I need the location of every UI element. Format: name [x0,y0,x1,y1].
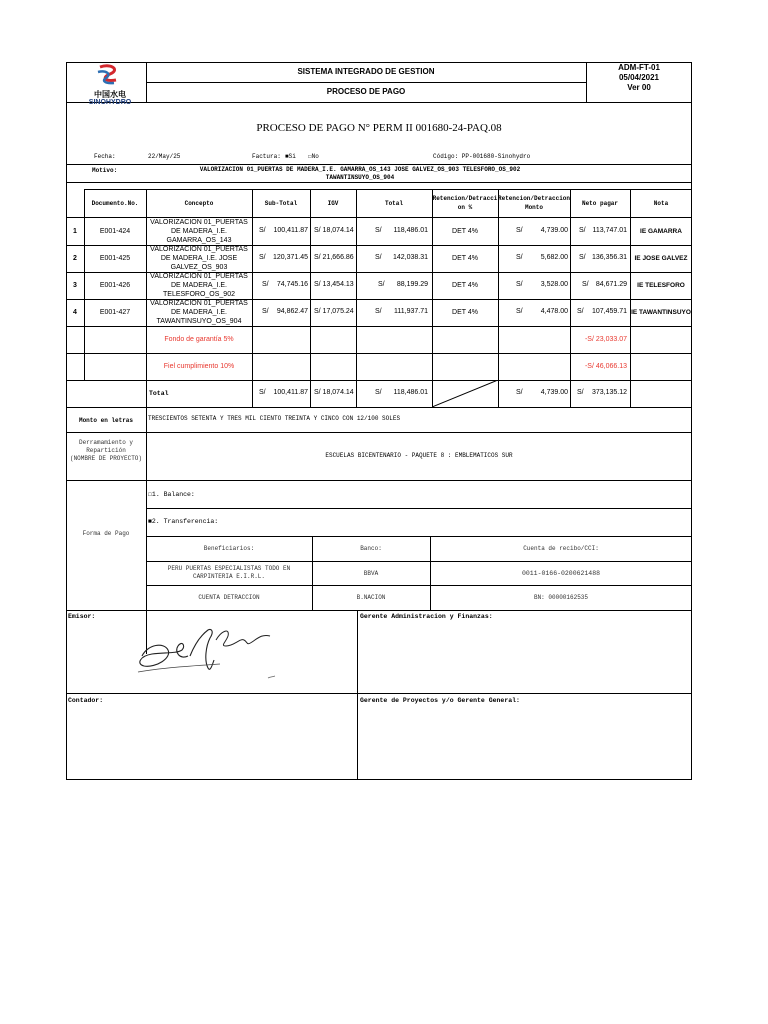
banco-2: B.NACION [356,594,386,601]
row-subtotal-currency: S/ [259,254,266,261]
system-title: SISTEMA INTEGRADO DE GESTION [297,67,435,76]
total-neto: 373,135.12 [591,389,627,396]
row-nota: IE GAMARRA [640,227,682,235]
row-concepto: VALORIZACION 01_PUERTAS DE MADERA_I.E. GAMARRA_OS_143 [150,218,248,244]
header-subtotal: Sub-Total [264,199,298,207]
balance-checkbox[interactable]: ☐1. Balance: [148,491,195,498]
company-name: SINOHYDRO [88,99,132,106]
total-subtotal: 100,411.87 [273,389,308,396]
motivo-line1: VALORIZACION 01_PUERTAS DE MADERA_I.E. GAMARRA_OS_143 JOSE GALVEZ_OS_903 TELESFORO_OS_902 [199,166,521,173]
doc-date: 05/04/2021 [618,73,660,82]
row-subtotal-currency: S/ [262,281,269,288]
total-neto-currency: S/ [577,389,584,396]
row-igv: S/ 17,075.24 [314,308,354,315]
banco-1: BBVA [363,570,379,577]
row-subtotal: 94,862.47 [276,308,308,315]
doc-version: Ver 00 [627,83,651,92]
beneficiario-1-line1: PERU PUERTAS ESPECIALISTAS TODO EN [167,565,291,572]
row-monto-currency: S/ [516,281,523,288]
row-monto: 4,739.00 [540,227,568,234]
monto-letras-value: TRESCIENTOS SETENTA Y TRES MIL CIENTO TREINTA Y CINCO CON 12/100 SOLES [148,415,401,422]
row-total-currency: S/ [378,281,385,288]
header-concepto: Concepto [184,199,214,207]
total-total: 118,486.01 [393,389,428,396]
row-det: DET 4% [452,282,478,289]
emisor-label: Emisor: [68,613,96,620]
total-monto: 4,739.00 [540,389,568,396]
header-igv: IGV [327,199,339,207]
row-neto-currency: S/ [577,308,584,315]
derramamiento-label-3: (NOMBRE DE PROYECTO) [69,455,142,462]
row-concepto: VALORIZACION 01_PUERTAS DE MADERA_I.E. TAWANTINSUYO_OS_904 [150,300,248,325]
row-documento: E001-425 [99,255,131,262]
fondo-garantia-label: Fondo de garantía 5% [164,336,234,343]
process-title: PROCESO DE PAGO [326,87,406,96]
cuenta-1: 0011-0166-0200621488 [521,570,600,577]
total-igv: S/ 18,074.14 [314,389,354,396]
row-total: 88,199.29 [396,281,428,288]
fecha-label: Fecha: [94,153,116,160]
header-retencion-pct: Retencion/Detraccion % [432,195,498,211]
row-neto: 113,747.01 [592,227,627,234]
row-documento: E001-424 [99,227,131,235]
row-nota: IE TAWANTINSUYO [631,309,691,316]
row-neto: 84,671.29 [595,281,627,288]
row-subtotal: 100,411.87 [273,227,308,234]
header-retencion-monto: Retencion/Detraccion Monto [498,195,571,211]
total-total-currency: S/ [375,389,382,396]
transferencia-checkbox[interactable]: ■2. Transferencia: [148,518,219,525]
row-monto: 3,528.00 [540,281,568,288]
factura-si-checkbox[interactable]: ■Si [285,153,296,160]
proyecto-value: ESCUELAS BICENTENARIO - PAQUETE 8 : EMBLEMATICOS SUR [325,452,513,459]
emisor-signature [130,616,280,686]
total-diagonal-line [432,380,498,407]
sinohydro-logo-icon [80,64,140,86]
row-neto-currency: S/ [582,281,589,288]
row-igv: S/ 13,454.13 [314,281,354,288]
beneficiarios-label: Beneficiarios: [203,545,255,552]
row-documento: E001-426 [99,282,131,289]
row-neto-currency: S/ [579,227,586,234]
gerente-admin-label: Gerente Administracion y Finanzas: [360,613,493,620]
derramamiento-label-2: Repartición [86,447,126,454]
header-total: Total [384,199,403,207]
factura-label: Factura: [252,153,281,160]
beneficiario-2: CUENTA DETRACCION [198,594,260,601]
header-neto: Neto pagar [581,199,618,207]
row-total: 111,937.71 [394,308,428,315]
row-number: 2 [73,255,77,262]
row-neto: 107,459.71 [591,308,627,315]
total-label: Total [149,390,169,397]
row-subtotal-currency: S/ [259,227,266,234]
motivo-label: Motivo: [92,167,118,174]
row-neto: 136,356.31 [591,254,627,261]
row-total: 118,486.01 [393,227,428,234]
row-concepto: VALORIZACION 01_PUERTAS DE MADERA_I.E. TELESFORO_OS_902 [150,273,248,298]
row-monto: 4,478.00 [540,308,568,315]
contador-label: Contador: [68,697,104,704]
motivo-line2: TAWANTINSUYO_OS_904 [325,174,395,181]
header-documento: Documento.No. [91,199,139,207]
row-det: DET 4% [452,227,478,235]
derramamiento-label-1: Derramamiento y [78,439,133,446]
row-subtotal: 120,371.45 [272,254,308,261]
row-nota: IE JOSE GALVEZ [634,255,688,262]
company-name-cn: 中国水电 [94,90,126,99]
document-title: PROCESO DE PAGO N° PERM II 001680-24-PAQ.08 [256,122,502,134]
row-total-currency: S/ [375,254,382,261]
gerente-proyectos-label: Gerente de Proyectos y/o Gerente General: [360,697,520,704]
row-monto-currency: S/ [516,308,523,315]
fiel-cumplimiento-label: Fiel cumplimiento 10% [163,363,235,370]
row-subtotal: 74,745.16 [276,281,308,288]
row-total: 142,038.31 [392,254,428,261]
cuenta-2: BN: 00000162535 [533,594,588,601]
row-concepto: VALORIZACION 01_PUERTAS DE MADERA_I.E. JOSE GALVEZ_OS_903 [150,246,248,271]
codigo-text: Código: PP-001680-Sinohydro [433,153,531,160]
derramamiento-label [66,439,146,463]
row-monto-currency: S/ [516,227,523,234]
row-det: DET 4% [452,309,478,316]
doc-code: ADM-FT-01 [618,63,660,72]
row-monto-currency: S/ [516,254,523,261]
row-nota: IE TELESFORO [637,282,685,289]
beneficiario-1-line2: CARPINTERIA E.I.R.L. [192,573,265,580]
row-igv: S/ 21,666.86 [314,254,354,261]
row-number: 4 [73,309,77,316]
row-igv: S/ 18,074.14 [314,227,354,234]
cuenta-label: Cuenta de recibo/CCI: [523,545,599,552]
monto-letras-label: Monto en letras [78,417,133,424]
beneficiario-1 [146,565,312,581]
banco-label: Banco: [360,545,382,552]
fiel-cumplimiento-value: -S/ 46,066.13 [584,363,627,370]
fondo-garantia-value: -S/ 23,033.07 [584,336,627,343]
row-number: 1 [73,227,77,235]
row-total-currency: S/ [375,308,382,315]
row-documento: E001-427 [99,309,131,316]
company-logo [80,64,140,106]
fecha-value: 22/May/25 [148,153,181,160]
row-neto-currency: S/ [579,254,586,261]
row-det: DET 4% [452,255,478,262]
row-monto: 5,682.00 [540,254,568,261]
factura-no-checkbox[interactable]: ☐No [308,153,319,160]
header-nota: Nota [653,199,669,207]
total-subtotal-currency: S/ [259,389,266,396]
row-subtotal-currency: S/ [262,308,269,315]
row-total-currency: S/ [375,227,382,234]
row-number: 3 [73,282,77,289]
total-monto-currency: S/ [516,389,523,396]
forma-pago-label: Forma de Pago [82,530,130,537]
